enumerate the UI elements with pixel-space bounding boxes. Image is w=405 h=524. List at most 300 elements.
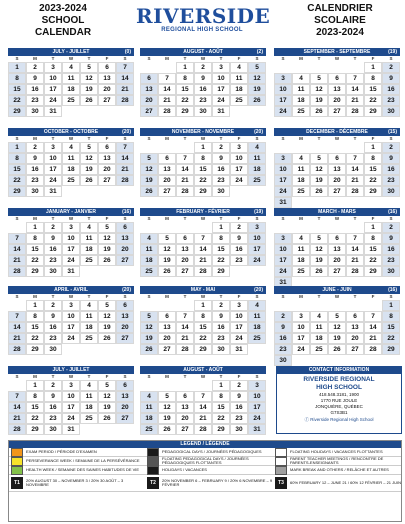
day-cell: 2 bbox=[382, 142, 400, 153]
empty-cell bbox=[292, 142, 310, 153]
weekday-label: T bbox=[87, 374, 91, 379]
day-cell: 20 bbox=[328, 95, 346, 106]
weekday-label: S bbox=[255, 56, 259, 61]
day-cell: 8 bbox=[8, 73, 26, 84]
day-cell: 20 bbox=[328, 175, 346, 186]
day-cell: 30 bbox=[44, 344, 62, 355]
weekday-label: T bbox=[219, 374, 223, 379]
day-grid bbox=[140, 222, 266, 277]
day-cell: 20 bbox=[116, 402, 134, 413]
day-cell: 26 bbox=[310, 266, 328, 277]
weekday-label: S bbox=[15, 136, 19, 141]
day-cell: 27 bbox=[116, 333, 134, 344]
day-cell: 7 bbox=[346, 73, 364, 84]
day-cell: 26 bbox=[98, 413, 116, 424]
day-cell: 28 bbox=[364, 344, 382, 355]
day-cell: 19 bbox=[158, 413, 176, 424]
day-cell: 24 bbox=[274, 186, 292, 197]
day-cell: 14 bbox=[116, 73, 134, 84]
day-cell: 26 bbox=[310, 106, 328, 117]
day-cell: 24 bbox=[62, 413, 80, 424]
day-cell: 12 bbox=[80, 73, 98, 84]
month-block bbox=[274, 208, 400, 288]
day-cell: 2 bbox=[26, 142, 44, 153]
day-cell: 22 bbox=[212, 413, 230, 424]
day-cell: 5 bbox=[80, 142, 98, 153]
day-cell: 3 bbox=[44, 142, 62, 153]
day-cell: 14 bbox=[8, 244, 26, 255]
day-cell: 24 bbox=[62, 255, 80, 266]
day-cell: 21 bbox=[176, 175, 194, 186]
day-cell: 3 bbox=[274, 153, 292, 164]
day-cell: 9 bbox=[230, 391, 248, 402]
day-cell: 21 bbox=[346, 255, 364, 266]
term-text: 60% FEBRUARY 12 – JUNE 21 / 60% 12 FÉVRIER – 21 JUIN bbox=[290, 479, 402, 485]
empty-cell bbox=[8, 300, 26, 311]
day-cell: 24 bbox=[248, 255, 266, 266]
empty-cell bbox=[328, 222, 346, 233]
day-cell: 21 bbox=[194, 413, 212, 424]
day-cell: 26 bbox=[140, 186, 158, 197]
day-cell: 7 bbox=[194, 233, 212, 244]
day-cell: 27 bbox=[158, 344, 176, 355]
day-cell: 26 bbox=[158, 266, 176, 277]
day-cell: 23 bbox=[274, 344, 292, 355]
empty-cell bbox=[140, 222, 158, 233]
month-block bbox=[8, 366, 134, 446]
day-cell: 27 bbox=[140, 106, 158, 117]
weekday-label: M bbox=[165, 216, 169, 221]
day-cell: 16 bbox=[230, 402, 248, 413]
day-cell: 25 bbox=[248, 333, 266, 344]
day-cell: 7 bbox=[346, 153, 364, 164]
day-cell: 18 bbox=[292, 255, 310, 266]
day-cell: 9 bbox=[382, 73, 400, 84]
day-cell: 10 bbox=[292, 322, 310, 333]
day-cell: 5 bbox=[140, 153, 158, 164]
day-cell: 31 bbox=[248, 424, 266, 435]
weekday-label: M bbox=[299, 56, 303, 61]
day-grid bbox=[8, 142, 134, 197]
day-cell: 9 bbox=[382, 153, 400, 164]
day-cell: 8 bbox=[26, 391, 44, 402]
empty-cell bbox=[140, 380, 158, 391]
weekday-label: F bbox=[105, 56, 109, 61]
day-cell: 26 bbox=[140, 344, 158, 355]
weekday-label: T bbox=[51, 374, 55, 379]
day-cell: 19 bbox=[80, 84, 98, 95]
facebook-link[interactable]: ⓕ Riverside Regional High School bbox=[304, 417, 374, 422]
day-cell: 11 bbox=[62, 73, 80, 84]
day-cell: 15 bbox=[364, 244, 382, 255]
day-cell: 1 bbox=[8, 62, 26, 73]
month-title: NOVEMBER - NOVEMBRE (20) bbox=[140, 128, 266, 136]
weekday-label: W bbox=[68, 216, 74, 221]
weekday-label: S bbox=[255, 136, 259, 141]
day-cell: 10 bbox=[230, 153, 248, 164]
day-cell: 4 bbox=[292, 73, 310, 84]
day-cell: 18 bbox=[62, 84, 80, 95]
day-cell: 29 bbox=[26, 344, 44, 355]
day-cell: 17 bbox=[248, 402, 266, 413]
day-cell: 28 bbox=[194, 266, 212, 277]
day-cell: 29 bbox=[364, 266, 382, 277]
day-cell: 24 bbox=[212, 95, 230, 106]
month-block bbox=[140, 366, 266, 446]
day-cell: 16 bbox=[382, 244, 400, 255]
weekday-label: W bbox=[334, 136, 340, 141]
day-cell: 23 bbox=[230, 255, 248, 266]
day-cell: 9 bbox=[194, 73, 212, 84]
day-cell: 19 bbox=[158, 255, 176, 266]
day-cell: 24 bbox=[62, 333, 80, 344]
month-title: AUGUST - AOÛT (2) bbox=[140, 48, 266, 56]
weekday-label: W bbox=[200, 216, 206, 221]
weekday-label: M bbox=[33, 374, 37, 379]
empty-cell bbox=[346, 62, 364, 73]
day-cell: 13 bbox=[176, 402, 194, 413]
day-cell: 3 bbox=[62, 380, 80, 391]
day-cell: 25 bbox=[80, 333, 98, 344]
day-cell: 26 bbox=[328, 344, 346, 355]
day-cell: 28 bbox=[8, 344, 26, 355]
empty-cell bbox=[346, 300, 364, 311]
empty-cell bbox=[364, 300, 382, 311]
day-cell: 2 bbox=[230, 222, 248, 233]
day-cell: 27 bbox=[176, 266, 194, 277]
weekday-label: T bbox=[317, 136, 321, 141]
weekday-label: S bbox=[281, 216, 285, 221]
day-cell: 1 bbox=[8, 142, 26, 153]
day-cell: 11 bbox=[140, 244, 158, 255]
day-cell: 19 bbox=[248, 84, 266, 95]
day-cell: 20 bbox=[98, 164, 116, 175]
day-cell: 7 bbox=[176, 153, 194, 164]
day-cell: 18 bbox=[310, 333, 328, 344]
weekday-label: S bbox=[147, 294, 151, 299]
day-cell: 29 bbox=[382, 344, 400, 355]
day-cell: 13 bbox=[328, 84, 346, 95]
day-cell: 1 bbox=[364, 142, 382, 153]
day-cell: 24 bbox=[292, 344, 310, 355]
day-cell: 15 bbox=[364, 164, 382, 175]
day-cell: 6 bbox=[328, 73, 346, 84]
day-cell: 20 bbox=[116, 322, 134, 333]
day-cell: 15 bbox=[212, 244, 230, 255]
day-cell: 14 bbox=[8, 402, 26, 413]
weekday-label: S bbox=[147, 374, 151, 379]
weekday-label: M bbox=[165, 374, 169, 379]
day-grid bbox=[8, 222, 134, 277]
day-cell: 23 bbox=[194, 95, 212, 106]
legend-swatch bbox=[275, 457, 287, 466]
term-item bbox=[145, 475, 273, 492]
day-cell: 16 bbox=[44, 402, 62, 413]
day-cell: 31 bbox=[274, 277, 292, 288]
day-grid bbox=[274, 62, 400, 117]
day-cell: 22 bbox=[382, 333, 400, 344]
day-cell: 2 bbox=[274, 311, 292, 322]
day-cell: 17 bbox=[248, 244, 266, 255]
day-cell: 11 bbox=[248, 311, 266, 322]
day-cell: 6 bbox=[116, 300, 134, 311]
day-cell: 19 bbox=[98, 402, 116, 413]
day-cell: 9 bbox=[26, 153, 44, 164]
day-cell: 7 bbox=[8, 391, 26, 402]
day-cell: 1 bbox=[26, 300, 44, 311]
day-cell: 17 bbox=[62, 322, 80, 333]
day-cell: 16 bbox=[44, 322, 62, 333]
day-cell: 22 bbox=[212, 255, 230, 266]
day-cell: 1 bbox=[26, 222, 44, 233]
day-cell: 17 bbox=[62, 402, 80, 413]
weekday-label: T bbox=[219, 136, 223, 141]
day-cell: 30 bbox=[26, 106, 44, 117]
legend-item bbox=[9, 457, 145, 466]
day-cell: 6 bbox=[116, 380, 134, 391]
day-cell: 25 bbox=[230, 95, 248, 106]
weekday-label: F bbox=[371, 216, 375, 221]
weekday-label: T bbox=[353, 294, 357, 299]
day-cell: 14 bbox=[194, 402, 212, 413]
day-cell: 31 bbox=[44, 106, 62, 117]
weekday-label: F bbox=[105, 294, 109, 299]
day-cell: 17 bbox=[274, 95, 292, 106]
day-cell: 30 bbox=[44, 424, 62, 435]
month-title: APRIL - AVRIL (20) bbox=[8, 286, 134, 294]
day-cell: 17 bbox=[292, 333, 310, 344]
day-cell: 25 bbox=[292, 186, 310, 197]
day-cell: 8 bbox=[194, 153, 212, 164]
empty-cell bbox=[292, 222, 310, 233]
weekday-label: W bbox=[68, 56, 74, 61]
day-cell: 7 bbox=[116, 142, 134, 153]
day-cell: 25 bbox=[80, 255, 98, 266]
weekday-label: M bbox=[165, 136, 169, 141]
weekday-label: T bbox=[183, 216, 187, 221]
day-cell: 3 bbox=[212, 62, 230, 73]
day-cell: 13 bbox=[158, 164, 176, 175]
day-cell: 24 bbox=[230, 333, 248, 344]
day-cell: 12 bbox=[80, 153, 98, 164]
weekday-label: W bbox=[68, 136, 74, 141]
day-cell: 6 bbox=[176, 233, 194, 244]
weekday-label: M bbox=[299, 136, 303, 141]
day-cell: 16 bbox=[26, 164, 44, 175]
weekday-label: F bbox=[371, 294, 375, 299]
day-cell: 21 bbox=[158, 95, 176, 106]
day-cell: 12 bbox=[310, 84, 328, 95]
weekday-label: F bbox=[371, 136, 375, 141]
day-cell: 14 bbox=[194, 244, 212, 255]
calendar-header bbox=[0, 0, 405, 46]
day-cell: 15 bbox=[8, 84, 26, 95]
day-cell: 1 bbox=[364, 222, 382, 233]
month-block bbox=[140, 128, 266, 208]
day-cell: 26 bbox=[310, 186, 328, 197]
day-cell: 3 bbox=[274, 73, 292, 84]
day-cell: 19 bbox=[140, 333, 158, 344]
day-cell: 22 bbox=[8, 175, 26, 186]
empty-cell bbox=[158, 222, 176, 233]
weekday-label: T bbox=[353, 216, 357, 221]
school-day-count: (16) bbox=[122, 209, 131, 215]
empty-cell bbox=[328, 62, 346, 73]
day-cell: 9 bbox=[44, 391, 62, 402]
day-cell: 17 bbox=[62, 244, 80, 255]
day-cell: 1 bbox=[212, 222, 230, 233]
day-cell: 29 bbox=[364, 106, 382, 117]
day-cell: 10 bbox=[248, 391, 266, 402]
weekday-label: M bbox=[33, 56, 37, 61]
month-block bbox=[140, 48, 266, 128]
day-cell: 18 bbox=[80, 244, 98, 255]
day-cell: 14 bbox=[346, 244, 364, 255]
month-block bbox=[8, 48, 134, 128]
day-cell: 28 bbox=[346, 106, 364, 117]
legend-column bbox=[273, 448, 401, 475]
day-cell: 21 bbox=[8, 333, 26, 344]
weekday-label: S bbox=[15, 56, 19, 61]
term-label: T3 bbox=[275, 477, 287, 489]
day-cell: 19 bbox=[310, 255, 328, 266]
day-cell: 18 bbox=[140, 255, 158, 266]
empty-cell bbox=[176, 222, 194, 233]
day-cell: 9 bbox=[212, 153, 230, 164]
day-cell: 12 bbox=[98, 311, 116, 322]
weekday-label: F bbox=[237, 56, 241, 61]
day-cell: 20 bbox=[346, 333, 364, 344]
day-cell: 30 bbox=[274, 355, 292, 366]
month-title: MAY - MAI (20) bbox=[140, 286, 266, 294]
weekday-label: T bbox=[353, 136, 357, 141]
month-title: FEBRUARY - FÉVRIER (19) bbox=[140, 208, 266, 216]
day-cell: 21 bbox=[8, 255, 26, 266]
legend-item bbox=[273, 466, 401, 475]
legend-text: PEDAGOGICAL DAYS / JOURNÉES PÉDAGOGIQUES bbox=[162, 448, 262, 454]
day-cell: 30 bbox=[382, 186, 400, 197]
day-cell: 13 bbox=[140, 84, 158, 95]
empty-cell bbox=[176, 380, 194, 391]
day-cell: 2 bbox=[382, 62, 400, 73]
legend-column bbox=[145, 448, 273, 475]
day-cell: 13 bbox=[346, 322, 364, 333]
day-cell: 7 bbox=[194, 391, 212, 402]
day-cell: 21 bbox=[346, 95, 364, 106]
day-cell: 11 bbox=[80, 233, 98, 244]
day-cell: 27 bbox=[98, 95, 116, 106]
day-cell: 18 bbox=[80, 402, 98, 413]
day-cell: 20 bbox=[140, 95, 158, 106]
day-cell: 29 bbox=[26, 266, 44, 277]
weekday-label: M bbox=[165, 56, 169, 61]
empty-cell bbox=[274, 62, 292, 73]
day-cell: 25 bbox=[80, 413, 98, 424]
empty-cell bbox=[346, 222, 364, 233]
school-day-count: (20) bbox=[254, 287, 263, 293]
day-cell: 29 bbox=[194, 186, 212, 197]
day-cell: 16 bbox=[230, 244, 248, 255]
day-cell: 13 bbox=[116, 311, 134, 322]
day-cell: 30 bbox=[44, 266, 62, 277]
school-day-count: (15) bbox=[388, 129, 397, 135]
day-cell: 24 bbox=[274, 106, 292, 117]
day-cell: 28 bbox=[8, 424, 26, 435]
month-block bbox=[274, 48, 400, 128]
day-cell: 10 bbox=[230, 311, 248, 322]
day-cell: 22 bbox=[176, 95, 194, 106]
day-cell: 12 bbox=[158, 244, 176, 255]
legend-item bbox=[9, 466, 145, 475]
legend-swatch bbox=[147, 466, 159, 475]
empty-cell bbox=[158, 300, 176, 311]
empty-cell bbox=[310, 222, 328, 233]
month-title: JULY - JUILLET bbox=[8, 366, 134, 374]
day-cell: 5 bbox=[158, 233, 176, 244]
weekday-label: W bbox=[200, 374, 206, 379]
day-cell: 19 bbox=[310, 95, 328, 106]
day-grid bbox=[274, 300, 400, 366]
day-cell: 23 bbox=[212, 333, 230, 344]
day-cell: 16 bbox=[194, 84, 212, 95]
day-cell: 6 bbox=[140, 73, 158, 84]
weekday-label: S bbox=[123, 374, 127, 379]
day-cell: 4 bbox=[292, 153, 310, 164]
day-cell: 22 bbox=[364, 175, 382, 186]
day-cell: 27 bbox=[346, 344, 364, 355]
day-cell: 9 bbox=[230, 233, 248, 244]
day-cell: 27 bbox=[98, 175, 116, 186]
empty-cell bbox=[140, 142, 158, 153]
day-cell: 14 bbox=[346, 164, 364, 175]
day-grid bbox=[8, 380, 134, 435]
day-cell: 16 bbox=[212, 164, 230, 175]
day-cell: 2 bbox=[230, 380, 248, 391]
legend-item bbox=[145, 457, 273, 466]
day-cell: 4 bbox=[292, 233, 310, 244]
day-cell: 7 bbox=[8, 233, 26, 244]
day-cell: 1 bbox=[176, 62, 194, 73]
day-cell: 13 bbox=[328, 244, 346, 255]
school-logo: RIVERSIDE REGIONAL HIGH SCHOOL bbox=[136, 4, 271, 33]
day-cell: 20 bbox=[176, 255, 194, 266]
day-cell: 22 bbox=[364, 255, 382, 266]
school-day-count: (2) bbox=[256, 49, 263, 55]
day-cell: 19 bbox=[140, 175, 158, 186]
day-cell: 11 bbox=[140, 402, 158, 413]
weekday-label: T bbox=[353, 56, 357, 61]
day-cell: 25 bbox=[62, 95, 80, 106]
term-item bbox=[273, 475, 401, 492]
day-cell: 7 bbox=[158, 73, 176, 84]
day-cell: 29 bbox=[26, 424, 44, 435]
empty-cell bbox=[274, 222, 292, 233]
day-cell: 5 bbox=[140, 311, 158, 322]
empty-cell bbox=[140, 300, 158, 311]
day-cell: 29 bbox=[176, 106, 194, 117]
day-cell: 11 bbox=[292, 244, 310, 255]
day-cell: 25 bbox=[292, 106, 310, 117]
weekday-label: T bbox=[87, 136, 91, 141]
weekday-label: S bbox=[389, 294, 393, 299]
month-block bbox=[140, 208, 266, 288]
day-grid bbox=[140, 380, 266, 435]
weekday-label: W bbox=[200, 136, 206, 141]
weekday-label: T bbox=[51, 216, 55, 221]
weekday-label: S bbox=[15, 374, 19, 379]
legend: LEGEND / LÉGENDE EXAM PERIOD / PÉRIODE D'EXAMEN PERSEVERANCE WEEK / SEMAINE DE LA PERSÉVÉRANCE HEALTH WEEK / SEMAINE DES SAINES HABITUDES DE VIE PEDAGOGICAL DAYS / JOURNÉES PÉDAGOGIQUES FLOATING PEDAGOGICAL DAYS / JOURNÉES PÉDAGOGIQUES FLOTTANTES HOLIDAYS / VACANCES FLOATING HOLIDAYS / VACANCES FLOTTANTES PARENT TEACHER MEETINGS / RENCONTRE DE PARENTS-ENSEIGNANTS MARK BREAK AND OTHERS / RELÂCHE ET AUTRES T1 20% AUGUST 30 – NOVEMBER 3 / 20% 30 AOÛT – 3 NOVEMBRE T2 20% NOVEMBER 6 – FEBRUARY 9 / 20% 6 NOVEMBRE – 9 FÉVRIER T3 60% FEBRUARY 12 – JUNE 21 / 60% 12 FÉVRIER – 21 JUIN bbox=[8, 440, 402, 522]
day-cell: 2 bbox=[194, 62, 212, 73]
